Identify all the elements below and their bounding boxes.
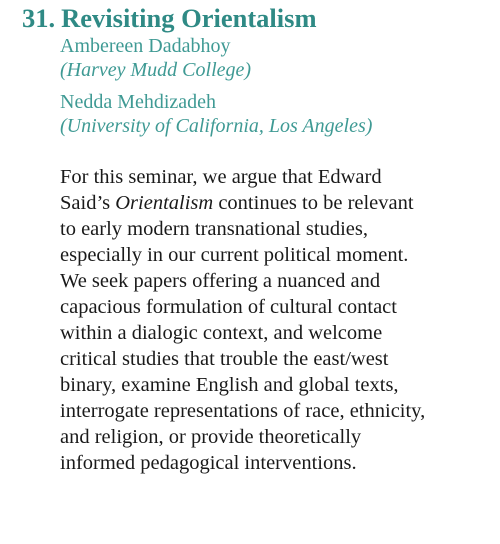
seminar-leaders xyxy=(60,34,372,146)
seminar-title: Revisiting Orientalism xyxy=(61,3,317,33)
leader-affiliation: (University of California, Los Angeles) xyxy=(60,115,373,137)
description-line: informed pedagogical interventions. xyxy=(60,452,357,474)
description-line: critical studies that trouble the east/west xyxy=(60,348,389,370)
description-line: within a dialogic context, and welcome xyxy=(60,322,383,344)
description-line: to early modern transnational studies, xyxy=(60,218,368,240)
description-text: Said’s xyxy=(60,192,116,214)
seminar-leader xyxy=(60,90,372,138)
description-line: binary, examine English and global texts, xyxy=(60,374,399,396)
description-text: continues to be relevant xyxy=(213,192,414,214)
description-line: For this seminar, we argue that Edward xyxy=(60,166,382,188)
description-line: interrogate representations of race, ethnicity, xyxy=(60,400,426,422)
description-line: capacious formulation of cultural contact xyxy=(60,296,397,318)
seminar-description xyxy=(60,164,490,476)
seminar-number: 31. xyxy=(22,3,56,33)
leader-affiliation: (Harvey Mudd College) xyxy=(60,59,252,81)
description-line: especially in our current political moment. xyxy=(60,244,409,266)
description-line: and religion, or provide theoretically xyxy=(60,426,362,448)
seminar-heading xyxy=(22,2,317,34)
description-line: We seek papers offering a nuanced and xyxy=(60,270,381,292)
book-title: Orientalism xyxy=(115,192,214,214)
leader-name: Ambereen Dadabhoy xyxy=(60,35,231,57)
leader-name: Nedda Mehdizadeh xyxy=(60,91,217,113)
seminar-leader xyxy=(60,34,372,82)
description-line xyxy=(60,190,490,216)
